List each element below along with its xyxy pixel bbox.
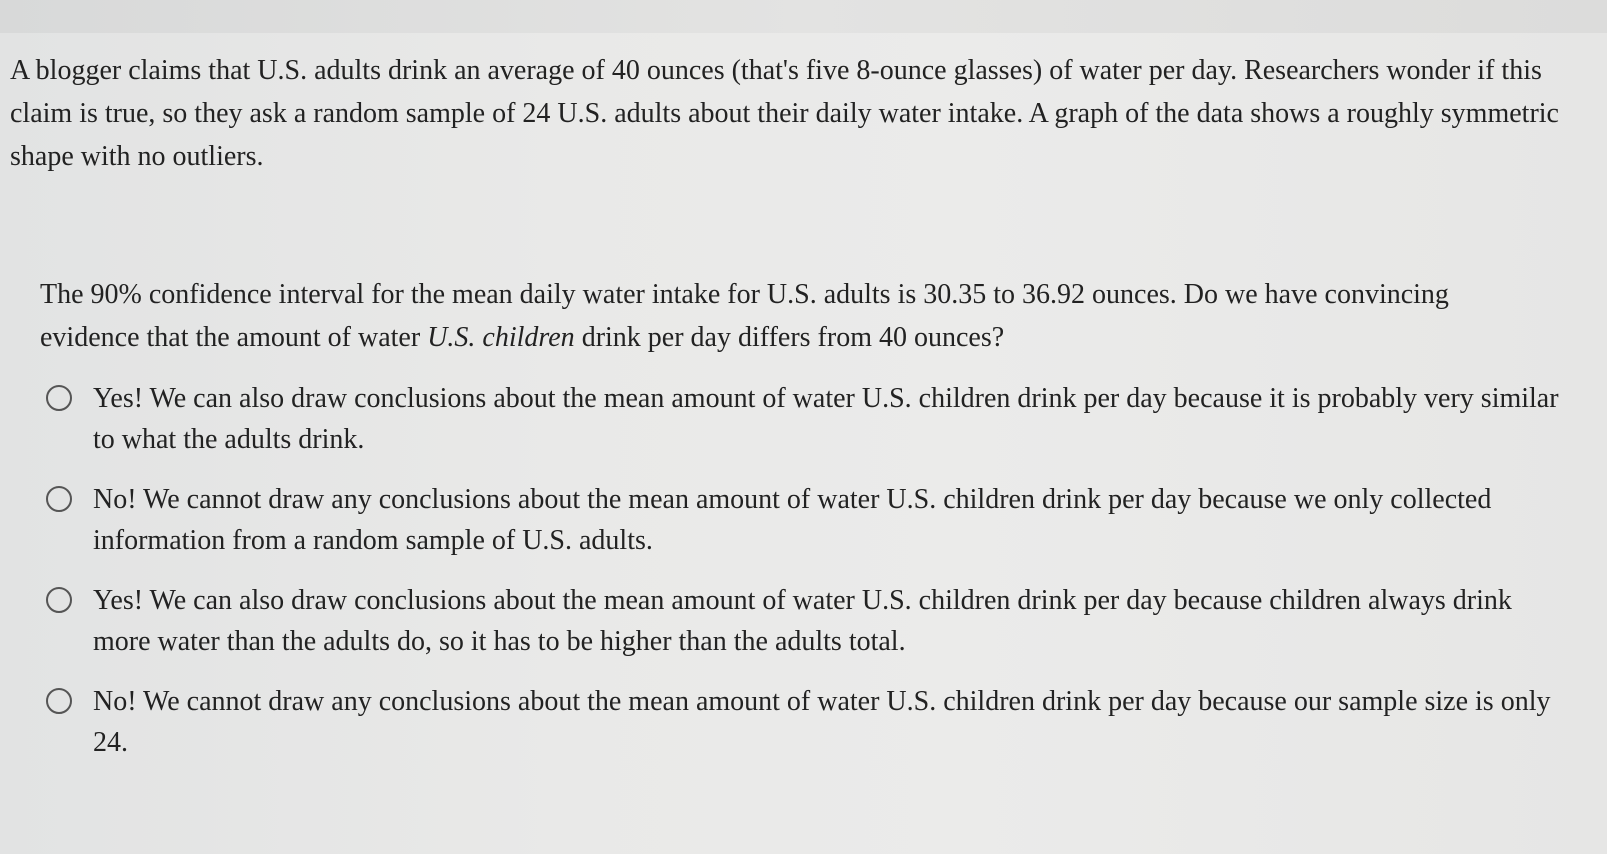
answer-option-1-label: Yes! We can also draw conclusions about the mean amount of water U.S. children drink per day because it is probably very similar to what the adults drink.: [93, 383, 1559, 455]
question-text-emphasis: U.S. children: [427, 322, 575, 353]
answer-option-1[interactable]: [46, 378, 1576, 460]
question-panel: [0, 33, 1607, 854]
radio-button-4[interactable]: [46, 688, 72, 714]
answer-options: [46, 378, 1576, 782]
intro-paragraph: A blogger claims that U.S. adults drink an average of 40 ounces (that's five 8-ounce glasses) of water per day. Researchers wonder if this claim is true, so they ask a random sample of 24 U.S. adults about their daily water intake. A graph of the data shows a roughly symmetric shape with no outliers.: [10, 55, 1559, 172]
answer-option-2[interactable]: [46, 479, 1576, 561]
question-text: [40, 273, 1490, 359]
top-strip: [0, 0, 1607, 33]
answer-option-3-label: Yes! We can also draw conclusions about the mean amount of water U.S. children drink per day because children always drink more water than the adults do, so it has to be higher than the adults total.: [93, 585, 1512, 657]
radio-button-3[interactable]: [46, 587, 72, 613]
answer-option-3[interactable]: [46, 580, 1576, 662]
question-text-part2: drink per day differs from 40 ounces?: [574, 322, 1005, 353]
answer-option-2-label: No! We cannot draw any conclusions about the mean amount of water U.S. children drink per day because we only collected information from a random sample of U.S. adults.: [93, 484, 1492, 556]
question-text-part1: The 90% confidence interval for the mean daily water intake for U.S. adults is 30.35 to 36.92 ounces. Do we have convincing evidence that the amount of water: [40, 279, 1449, 353]
radio-button-2[interactable]: [46, 486, 72, 512]
answer-option-4-label: No! We cannot draw any conclusions about the mean amount of water U.S. children drink per day because our sample size is only 24.: [93, 686, 1551, 758]
radio-button-1[interactable]: [46, 385, 72, 411]
answer-option-4[interactable]: [46, 681, 1576, 763]
